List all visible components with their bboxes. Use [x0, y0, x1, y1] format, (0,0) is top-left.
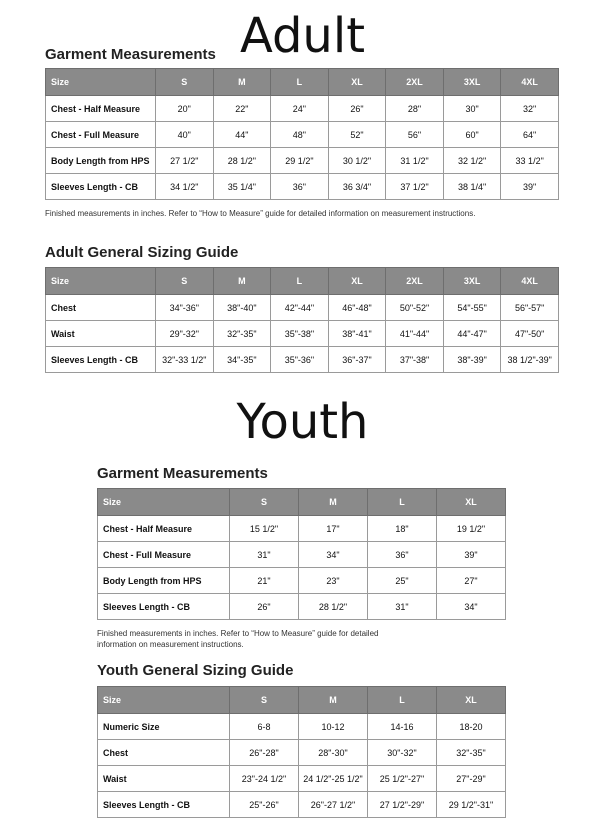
header-row: [98, 489, 506, 516]
measurement-cell: 24 1/2"-25 1/2": [299, 766, 368, 792]
measurement-cell: 24": [271, 96, 329, 122]
row-label: Waist: [98, 766, 230, 792]
youth-garment-title: Garment Measurements: [97, 465, 268, 482]
table-row: [98, 766, 506, 792]
measurement-cell: 48": [271, 122, 329, 148]
measurement-cell: 21": [230, 568, 299, 594]
table-row: [98, 568, 506, 594]
measurement-cell: 39": [437, 542, 506, 568]
measurement-cell: 26": [230, 594, 299, 620]
measurement-cell: 38"-40": [213, 295, 271, 321]
measurement-cell: 50"-52": [386, 295, 444, 321]
table-row: [98, 516, 506, 542]
size-column-header: L: [271, 268, 329, 295]
size-header: Size: [98, 687, 230, 714]
size-column-header: S: [156, 268, 214, 295]
row-label: Body Length from HPS: [46, 148, 156, 174]
measurement-cell: 31": [230, 542, 299, 568]
size-column-header: XL: [437, 489, 506, 516]
row-label: Sleeves Length - CB: [46, 347, 156, 373]
size-column-header: XL: [328, 69, 386, 96]
table-row: [46, 148, 559, 174]
measurement-cell: 44"-47": [443, 321, 501, 347]
measurement-cell: 56"-57": [501, 295, 559, 321]
measurement-cell: 27 1/2": [156, 148, 214, 174]
measurement-cell: 32"-33 1/2": [156, 347, 214, 373]
row-label: Chest - Half Measure: [46, 96, 156, 122]
measurement-cell: 34": [299, 542, 368, 568]
adult-garment-title: Garment Measurements: [45, 46, 216, 63]
measurement-cell: 35 1/4": [213, 174, 271, 200]
measurement-cell: 28 1/2": [213, 148, 271, 174]
adult-garment-note: Finished measurements in inches. Refer to “How to Measure” guide for detailed information on measurement instructions.: [45, 209, 476, 218]
measurement-cell: 27"-29": [437, 766, 506, 792]
measurement-cell: 26"-28": [230, 740, 299, 766]
measurement-cell: 22": [213, 96, 271, 122]
measurement-cell: 37"-38": [386, 347, 444, 373]
measurement-cell: 56": [386, 122, 444, 148]
measurement-cell: 20": [156, 96, 214, 122]
table-row: [98, 792, 506, 818]
youth-note-line2: information on measurement instructions.: [97, 639, 244, 649]
measurement-cell: 36": [271, 174, 329, 200]
youth-note-line1: Finished measurements in inches. Refer to “How to Measure” guide for detailed: [97, 629, 379, 638]
size-column-header: 3XL: [443, 268, 501, 295]
measurement-cell: 34"-35": [213, 347, 271, 373]
row-label: Chest: [46, 295, 156, 321]
table-row: [98, 740, 506, 766]
table-row: [46, 347, 559, 373]
measurement-cell: 19 1/2": [437, 516, 506, 542]
adult-garment-table: [45, 68, 559, 200]
row-label: Numeric Size: [98, 714, 230, 740]
size-column-header: XL: [328, 268, 386, 295]
size-column-header: 4XL: [501, 69, 559, 96]
size-column-header: S: [156, 69, 214, 96]
measurement-cell: 26"-27 1/2": [299, 792, 368, 818]
table-row: [98, 542, 506, 568]
measurement-cell: 52": [328, 122, 386, 148]
row-label: Body Length from HPS: [98, 568, 230, 594]
youth-sizing-table: [97, 686, 506, 818]
adult-sizing-table: [45, 267, 559, 373]
measurement-cell: 35"-36": [271, 347, 329, 373]
size-column-header: S: [230, 489, 299, 516]
table-row: [46, 122, 559, 148]
header-row: [98, 687, 506, 714]
row-label: Chest - Half Measure: [98, 516, 230, 542]
measurement-cell: 28": [386, 96, 444, 122]
size-header: Size: [98, 489, 230, 516]
row-label: Sleeves Length - CB: [98, 594, 230, 620]
measurement-cell: 28 1/2": [299, 594, 368, 620]
measurement-cell: 14-16: [368, 714, 437, 740]
size-column-header: M: [299, 687, 368, 714]
size-column-header: S: [230, 687, 299, 714]
measurement-cell: 34 1/2": [156, 174, 214, 200]
size-column-header: 4XL: [501, 268, 559, 295]
measurement-cell: 25 1/2"-27": [368, 766, 437, 792]
measurement-cell: 64": [501, 122, 559, 148]
measurement-cell: 15 1/2": [230, 516, 299, 542]
measurement-cell: 38 1/4": [443, 174, 501, 200]
measurement-cell: 35"-38": [271, 321, 329, 347]
youth-heading: Youth: [236, 394, 369, 450]
measurement-cell: 42"-44": [271, 295, 329, 321]
measurement-cell: 25"-26": [230, 792, 299, 818]
table-row: [98, 594, 506, 620]
size-column-header: L: [368, 489, 437, 516]
size-column-header: 2XL: [386, 268, 444, 295]
measurement-cell: 30": [443, 96, 501, 122]
row-label: Sleeves Length - CB: [98, 792, 230, 818]
measurement-cell: 23": [299, 568, 368, 594]
measurement-cell: 29"-32": [156, 321, 214, 347]
size-column-header: 3XL: [443, 69, 501, 96]
measurement-cell: 32": [501, 96, 559, 122]
measurement-cell: 34": [437, 594, 506, 620]
measurement-cell: 30"-32": [368, 740, 437, 766]
size-column-header: 2XL: [386, 69, 444, 96]
table-row: [46, 174, 559, 200]
measurement-cell: 36"-37": [328, 347, 386, 373]
measurement-cell: 28"-30": [299, 740, 368, 766]
measurement-cell: 46"-48": [328, 295, 386, 321]
measurement-cell: 29 1/2": [271, 148, 329, 174]
measurement-cell: 60": [443, 122, 501, 148]
measurement-cell: 23"-24 1/2": [230, 766, 299, 792]
measurement-cell: 25": [368, 568, 437, 594]
youth-garment-note: [97, 629, 537, 651]
youth-garment-table: [97, 488, 506, 620]
row-label: Chest - Full Measure: [98, 542, 230, 568]
measurement-cell: 34"-36": [156, 295, 214, 321]
size-column-header: L: [368, 687, 437, 714]
measurement-cell: 17": [299, 516, 368, 542]
measurement-cell: 40": [156, 122, 214, 148]
measurement-cell: 32"-35": [437, 740, 506, 766]
measurement-cell: 26": [328, 96, 386, 122]
measurement-cell: 47"-50": [501, 321, 559, 347]
table-row: [98, 714, 506, 740]
header-row: [46, 268, 559, 295]
youth-sizing-title: Youth General Sizing Guide: [97, 662, 294, 679]
size-column-header: M: [299, 489, 368, 516]
measurement-cell: 36 3/4": [328, 174, 386, 200]
size-header: Size: [46, 69, 156, 96]
adult-heading: Adult: [239, 8, 366, 64]
header-row: [46, 69, 559, 96]
row-label: Chest: [98, 740, 230, 766]
measurement-cell: 54"-55": [443, 295, 501, 321]
size-column-header: L: [271, 69, 329, 96]
measurement-cell: 31 1/2": [386, 148, 444, 174]
measurement-cell: 38"-41": [328, 321, 386, 347]
adult-sizing-title: Adult General Sizing Guide: [45, 244, 239, 261]
size-column-header: XL: [437, 687, 506, 714]
measurement-cell: 33 1/2": [501, 148, 559, 174]
measurement-cell: 38 1/2"-39": [501, 347, 559, 373]
measurement-cell: 32 1/2": [443, 148, 501, 174]
measurement-cell: 32"-35": [213, 321, 271, 347]
row-label: Waist: [46, 321, 156, 347]
table-row: [46, 295, 559, 321]
measurement-cell: 27": [437, 568, 506, 594]
measurement-cell: 18": [368, 516, 437, 542]
table-row: [46, 321, 559, 347]
measurement-cell: 39": [501, 174, 559, 200]
table-row: [46, 96, 559, 122]
measurement-cell: 31": [368, 594, 437, 620]
measurement-cell: 10-12: [299, 714, 368, 740]
measurement-cell: 18-20: [437, 714, 506, 740]
row-label: Sleeves Length - CB: [46, 174, 156, 200]
measurement-cell: 6-8: [230, 714, 299, 740]
size-header: Size: [46, 268, 156, 295]
measurement-cell: 37 1/2": [386, 174, 444, 200]
measurement-cell: 36": [368, 542, 437, 568]
measurement-cell: 41"-44": [386, 321, 444, 347]
measurement-cell: 38"-39": [443, 347, 501, 373]
row-label: Chest - Full Measure: [46, 122, 156, 148]
size-column-header: M: [213, 69, 271, 96]
measurement-cell: 30 1/2": [328, 148, 386, 174]
measurement-cell: 44": [213, 122, 271, 148]
measurement-cell: 27 1/2"-29": [368, 792, 437, 818]
size-column-header: M: [213, 268, 271, 295]
measurement-cell: 29 1/2"-31": [437, 792, 506, 818]
